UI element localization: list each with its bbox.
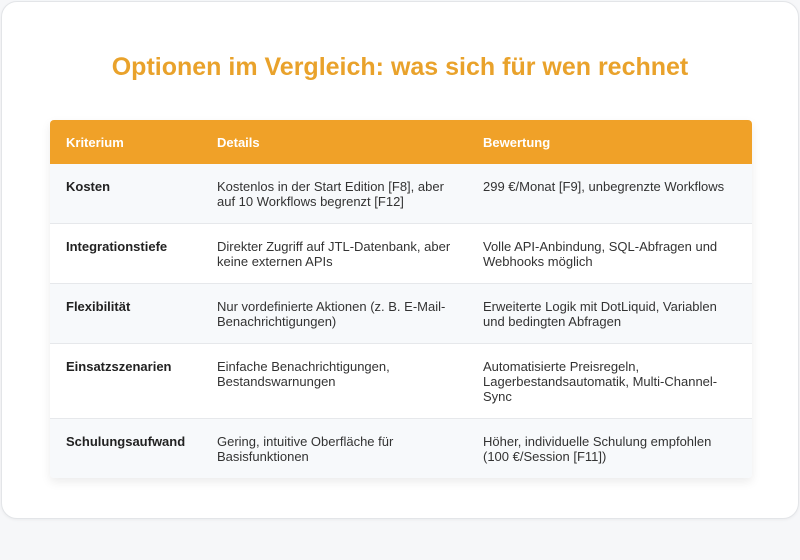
table-row [50,164,752,224]
table-body [50,164,752,478]
cell-kriterium: Flexibilität [50,284,201,344]
cell-kriterium: Kosten [50,164,201,224]
table-row [50,284,752,344]
content-card [1,1,799,519]
table-row [50,224,752,284]
header-kriterium: Kriterium [50,120,201,164]
header-bewertung: Bewertung [467,120,752,164]
cell-details: Gering, intuitive Oberfläche für Basisfunktionen [201,419,467,479]
table-row [50,419,752,479]
cell-bewertung: Volle API-Anbindung, SQL-Abfragen und Webhooks möglich [467,224,752,284]
comparison-table-container [50,120,752,478]
table-row [50,344,752,419]
cell-bewertung: Höher, individuelle Schulung empfohlen (100 €/Session [F11]) [467,419,752,479]
cell-details: Direkter Zugriff auf JTL-Datenbank, aber keine externen APIs [201,224,467,284]
cell-details: Einfache Benachrichtigungen, Bestandswarnungen [201,344,467,419]
cell-kriterium: Schulungsaufwand [50,419,201,479]
cell-details: Nur vordefinierte Aktionen (z. B. E-Mail-Benachrichtigungen) [201,284,467,344]
cell-details: Kostenlos in der Start Edition [F8], aber auf 10 Workflows begrenzt [F12] [201,164,467,224]
header-row [50,120,752,164]
cell-bewertung: 299 €/Monat [F9], unbegrenzte Workflows [467,164,752,224]
page-title: Optionen im Vergleich: was sich für wen rechnet [111,53,689,81]
cell-kriterium: Integrationstiefe [50,224,201,284]
header-details: Details [201,120,467,164]
cell-bewertung: Automatisierte Preisregeln, Lagerbestandsautomatik, Multi-Channel-Sync [467,344,752,419]
cell-kriterium: Einsatzszenarien [50,344,201,419]
cell-bewertung: Erweiterte Logik mit DotLiquid, Variablen und bedingten Abfragen [467,284,752,344]
comparison-table [50,120,752,478]
table-header [50,120,752,164]
